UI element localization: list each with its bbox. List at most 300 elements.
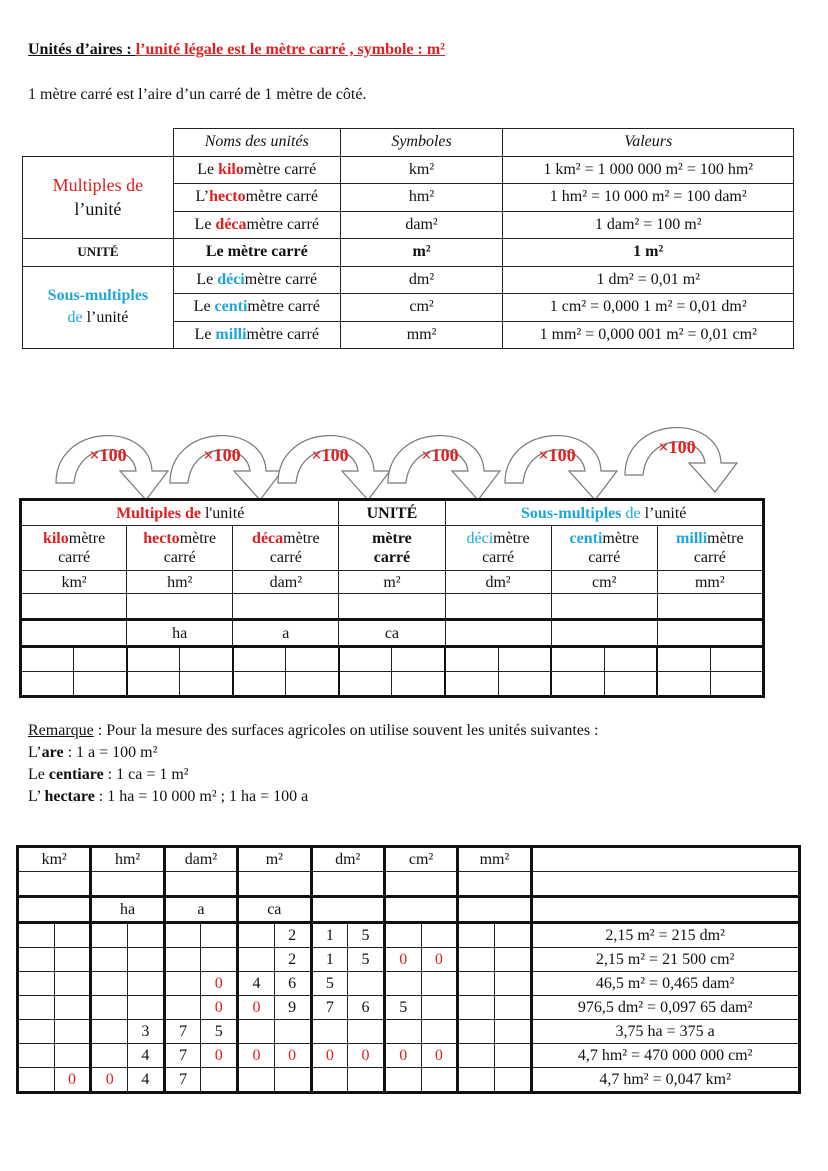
digit-cell — [384, 923, 421, 948]
digit-cell — [445, 647, 498, 672]
digit-cell — [604, 647, 657, 672]
empty-cell — [127, 594, 233, 620]
unit-symbol: hm² — [340, 184, 503, 212]
digit-cell: 5 — [348, 948, 385, 972]
unit-prefix: déca — [252, 530, 284, 547]
empty-cell — [551, 594, 657, 620]
agri-cell — [18, 897, 91, 923]
head-sub-black: l’unité — [640, 504, 687, 522]
agri-cell: ha — [127, 620, 233, 647]
digit-cell — [21, 672, 74, 697]
digit-cell — [18, 1044, 55, 1068]
unit-name — [173, 294, 340, 322]
digit-cell: 9 — [274, 996, 311, 1020]
unit-symbol: cm² — [340, 294, 503, 322]
digit-cell: 0 — [238, 996, 275, 1020]
head-multiples — [21, 500, 339, 526]
digit-cell — [180, 647, 233, 672]
agri-cell — [21, 620, 127, 647]
digit-cell: 0 — [274, 1044, 311, 1068]
digit-cell — [498, 672, 551, 697]
units-table — [22, 128, 794, 349]
remark-text: : Pour la mesure des surfaces agricoles on utilise souvent les unités suivantes : — [93, 722, 599, 739]
digit-cell — [238, 948, 275, 972]
digit-cell — [18, 972, 55, 996]
digit-cell — [551, 647, 604, 672]
unit-header-cell: mm² — [458, 847, 531, 872]
unit-symbol-cell: cm² — [551, 571, 657, 594]
digit-cell — [710, 672, 763, 697]
units-row — [23, 266, 794, 294]
unit-name-cell — [657, 526, 763, 571]
unit-header-cell: m² — [238, 847, 311, 872]
digit-cell: 4 — [128, 1068, 165, 1093]
unit-name-pre: Le — [197, 160, 219, 178]
unit-prefix: milli — [676, 530, 708, 547]
blank-cell — [311, 872, 384, 897]
digit-cell — [494, 1044, 531, 1068]
blank-cell — [18, 872, 91, 897]
digit-cell: 5 — [311, 972, 348, 996]
ca-pre: Le — [28, 766, 49, 783]
agri-cell — [311, 897, 384, 923]
agri-row — [18, 897, 800, 923]
digit-cell — [392, 672, 445, 697]
unit-prefix: hecto — [143, 530, 180, 547]
digit-cell — [201, 1068, 238, 1093]
agri-cell — [657, 620, 763, 647]
agri-cell — [384, 897, 457, 923]
digit-cell — [494, 1068, 531, 1093]
unit-prefix: déca — [215, 215, 247, 233]
digit-cell — [657, 672, 710, 697]
digit-cell — [384, 1020, 421, 1044]
digit-cell — [494, 923, 531, 948]
digit-cell — [339, 647, 392, 672]
unit-name-pre: Le — [194, 325, 216, 343]
result-blank — [531, 872, 799, 897]
x100-label: ×100 — [203, 445, 241, 465]
unit-name-cell — [127, 526, 233, 571]
x100-arrow — [56, 436, 168, 500]
digit-cell — [458, 923, 495, 948]
result-header — [531, 847, 799, 872]
digit-cell — [233, 647, 286, 672]
ha-pre: L’ — [28, 788, 45, 805]
agri-cell — [445, 620, 551, 647]
unit-value: 1 mm² = 0,000 001 m² = 0,01 cm² — [503, 321, 794, 349]
agri-cell — [458, 897, 531, 923]
result-cell: 2,15 m² = 215 dm² — [531, 923, 799, 948]
digit-cell — [445, 672, 498, 697]
digit-cell — [348, 1068, 385, 1093]
exercise-row — [18, 1044, 800, 1068]
exercise-row — [18, 1020, 800, 1044]
unit-symbol-cell: mm² — [657, 571, 763, 594]
x100-label: ×100 — [538, 445, 576, 465]
digit-cell — [201, 923, 238, 948]
head-sub — [445, 500, 763, 526]
unit-name-cell — [551, 526, 657, 571]
result-cell: 2,15 m² = 21 500 cm² — [531, 948, 799, 972]
digit-cell — [494, 948, 531, 972]
unit-value: 1 dam² = 100 m² — [503, 211, 794, 239]
x100-arrow — [625, 428, 737, 492]
digit-cell: 3 — [128, 1020, 165, 1044]
unit-name-pre: L’ — [195, 188, 210, 206]
digit-cell — [18, 923, 55, 948]
remark-label: Remarque — [28, 722, 94, 739]
digit-cell: 4 — [238, 972, 275, 996]
digit-cell — [91, 1044, 128, 1068]
digit-cell: 0 — [54, 1068, 91, 1093]
digit-cell — [91, 996, 128, 1020]
digit-cell — [339, 672, 392, 697]
digit-cell: 0 — [421, 948, 458, 972]
x100-label: ×100 — [311, 445, 349, 465]
head-multiples-red: Multiples de — [116, 504, 201, 522]
are-text: : 1 a = 100 m² — [63, 744, 158, 761]
digit-cell: 7 — [164, 1044, 201, 1068]
group-sub-black: l’unité — [82, 309, 129, 327]
digit-cell — [54, 948, 91, 972]
unit-header-cell: km² — [18, 847, 91, 872]
unit-name — [173, 156, 340, 184]
digit-cell — [54, 972, 91, 996]
unit-symbol-cell: m² — [339, 571, 445, 594]
header-cell: Noms des unités — [173, 129, 340, 157]
digit-cell: 0 — [311, 1044, 348, 1068]
blank-cell — [458, 872, 531, 897]
x100-arrow — [278, 436, 390, 500]
digit-cell — [128, 948, 165, 972]
digit-cell — [384, 972, 421, 996]
unit-metre: mètre — [493, 530, 530, 547]
header-cell: Symboles — [340, 129, 503, 157]
digit-cell — [348, 972, 385, 996]
unit-prefix: milli — [215, 325, 247, 343]
head-sub-blue: Sous-multiples — [521, 504, 622, 522]
ha-text: : 1 ha = 10 000 m² ; 1 ha = 100 a — [94, 788, 309, 805]
agri-cell: a — [233, 620, 339, 647]
x100-arrows — [0, 405, 828, 500]
digit-cell — [201, 948, 238, 972]
digit-cell — [421, 972, 458, 996]
digit-cell — [18, 948, 55, 972]
digit-cell — [18, 1020, 55, 1044]
unit-names-row — [21, 526, 764, 571]
unit-symbol: dam² — [340, 211, 503, 239]
ha-label: hectare — [44, 788, 95, 805]
digit-cell — [18, 1068, 55, 1093]
units-row — [23, 239, 794, 267]
digit-cell — [54, 923, 91, 948]
digit-cell — [421, 996, 458, 1020]
unit-name-post: mètre carré — [246, 215, 319, 233]
unit-carre: carré — [269, 549, 302, 566]
digit-cell — [494, 996, 531, 1020]
exercise-row — [18, 948, 800, 972]
result-cell: 976,5 dm² = 0,097 65 dam² — [531, 996, 799, 1020]
digit-cell — [164, 923, 201, 948]
ca-label: centiare — [48, 766, 104, 783]
empty-cell — [445, 594, 551, 620]
digit-cell: 6 — [348, 996, 385, 1020]
empty-cell — [233, 594, 339, 620]
result-cell: 3,75 ha = 375 a — [531, 1020, 799, 1044]
digit-cell — [238, 1068, 275, 1093]
digit-cell — [657, 647, 710, 672]
blank-cell — [384, 872, 457, 897]
digit-cell: 0 — [384, 1044, 421, 1068]
agri-cell — [551, 620, 657, 647]
unit-symbols-row — [21, 571, 764, 594]
digit-cell — [238, 1020, 275, 1044]
digit-cell: 5 — [384, 996, 421, 1020]
unit-carre: carré — [373, 549, 411, 566]
unit-symbol: dm² — [340, 266, 503, 294]
conversion-table — [19, 498, 765, 698]
digit-cell — [421, 1068, 458, 1093]
digit-cell — [274, 1068, 311, 1093]
exercise-table — [16, 845, 801, 1094]
digit-cell: 7 — [164, 1068, 201, 1093]
digit-cell — [494, 1020, 531, 1044]
agri-cell: a — [164, 897, 237, 923]
unit-prefix: kilo — [218, 160, 244, 178]
group-sub — [23, 266, 174, 349]
unit-name-cell — [21, 526, 127, 571]
unit-prefix: centi — [214, 298, 248, 316]
blank-row — [18, 872, 800, 897]
digit-cell: 0 — [421, 1044, 458, 1068]
empty-cell — [21, 594, 127, 620]
digit-cell: 1 — [311, 923, 348, 948]
unit-symbol: km² — [340, 156, 503, 184]
unit-symbol-cell: dam² — [233, 571, 339, 594]
group-sub-de: de — [67, 309, 83, 327]
empty-cell — [339, 594, 445, 620]
unit-name-post: mètre carré — [243, 160, 317, 178]
header-cell: Valeurs — [503, 129, 794, 157]
units-row — [23, 156, 794, 184]
empty-row — [21, 594, 764, 620]
digit-cell — [286, 647, 339, 672]
unit-name — [173, 321, 340, 349]
unit-header-cell: hm² — [91, 847, 164, 872]
digit-cell: 0 — [201, 972, 238, 996]
x100-label: ×100 — [421, 445, 459, 465]
unit-carre: carré — [482, 549, 515, 566]
remark — [28, 720, 599, 808]
digit-cell: 0 — [201, 996, 238, 1020]
digit-cell — [54, 1044, 91, 1068]
title-main: l’unité légale est le mètre carré , symbole : m² — [135, 41, 445, 58]
unit-name-cell — [445, 526, 551, 571]
unit-name-cell — [233, 526, 339, 571]
unit-header-cell: dm² — [311, 847, 384, 872]
digit-cell — [164, 996, 201, 1020]
digit-cell — [127, 647, 180, 672]
unit-name-post: mètre carré — [247, 298, 320, 316]
unit-metre: mètre — [372, 530, 412, 547]
agri-row — [21, 620, 764, 647]
unit-header-cell: cm² — [384, 847, 457, 872]
exercise-row — [18, 923, 800, 948]
agri-cell: ha — [91, 897, 164, 923]
digit-cell — [286, 672, 339, 697]
unit-symbol-cell: km² — [21, 571, 127, 594]
group-sub-blue: Sous-multiples — [47, 287, 149, 305]
unit-metre: mètre — [179, 530, 217, 547]
digit-cell — [604, 672, 657, 697]
unit-carre: carré — [588, 549, 621, 566]
digit-cell — [311, 1068, 348, 1093]
digit-cell: 0 — [91, 1068, 128, 1093]
header-blank — [23, 129, 174, 157]
title-prefix: Unités d’aires : — [28, 41, 136, 58]
digit-cell — [164, 948, 201, 972]
digit-cell: 5 — [348, 923, 385, 948]
are-pre: L’ — [28, 744, 42, 761]
unit-name-post: mètre carré — [245, 188, 318, 206]
digit-cell: 7 — [164, 1020, 201, 1044]
unit-carre: carré — [58, 549, 91, 566]
unit-metre: mètre — [602, 530, 639, 547]
unit-symbol: mm² — [340, 321, 503, 349]
are-label: are — [41, 744, 64, 761]
digit-cell — [238, 923, 275, 948]
head-multiples-black: l'unité — [200, 504, 245, 522]
x100-arrow — [170, 436, 282, 500]
digit-cell: 0 — [201, 1044, 238, 1068]
digit-cell — [392, 647, 445, 672]
digit-cell — [128, 972, 165, 996]
digit-cell — [458, 996, 495, 1020]
digit-cell: 2 — [274, 923, 311, 948]
unit-carre: carré — [693, 549, 726, 566]
group-multiples-black: l’unité — [74, 199, 122, 220]
digit-cell — [348, 1020, 385, 1044]
digit-cell — [21, 647, 74, 672]
digit-cell — [551, 672, 604, 697]
digit-cell — [180, 672, 233, 697]
unit-header-cell: dam² — [164, 847, 237, 872]
digit-cell — [54, 1020, 91, 1044]
exercise-row — [18, 972, 800, 996]
digit-row — [21, 672, 764, 697]
digit-cell — [498, 647, 551, 672]
group-multiples — [23, 156, 174, 239]
digit-cell — [421, 923, 458, 948]
result-blank — [531, 897, 799, 923]
unit-value: 1 hm² = 10 000 m² = 100 dam² — [503, 184, 794, 212]
digit-cell: 0 — [348, 1044, 385, 1068]
blank-cell — [91, 872, 164, 897]
digit-cell: 7 — [311, 996, 348, 1020]
empty-cell — [657, 594, 763, 620]
blank-cell — [164, 872, 237, 897]
intro-text: 1 mètre carré est l’aire d’un carré de 1 mètre de côté. — [28, 86, 367, 103]
unit-name-post: mètre carré — [246, 325, 319, 343]
result-cell: 46,5 m² = 0,465 dam² — [531, 972, 799, 996]
unit-prefix: déci — [217, 270, 245, 288]
unit-symbol-cell: hm² — [127, 571, 233, 594]
unit-name-pre: Le — [193, 298, 215, 316]
digit-cell: 1 — [311, 948, 348, 972]
digit-cell — [91, 923, 128, 948]
unit-metre: mètre — [68, 530, 106, 547]
blank-cell — [238, 872, 311, 897]
digit-cell — [164, 972, 201, 996]
digit-cell — [54, 996, 91, 1020]
ca-text: : 1 ca = 1 m² — [103, 766, 189, 783]
digit-cell — [710, 647, 763, 672]
units-header-row — [18, 847, 800, 872]
digit-cell: 6 — [274, 972, 311, 996]
unit-name: Le mètre carré — [173, 239, 340, 267]
exercise-row — [18, 996, 800, 1020]
unit-name-post: mètre carré — [244, 270, 318, 288]
digit-cell — [458, 1044, 495, 1068]
unit-prefix: déci — [466, 530, 494, 547]
unit-value: 1 cm² = 0,000 1 m² = 0,01 dm² — [503, 294, 794, 322]
digit-cell — [458, 1020, 495, 1044]
digit-cell: 0 — [238, 1044, 275, 1068]
unit-prefix: hecto — [209, 188, 246, 206]
unit-symbol-cell: dm² — [445, 571, 551, 594]
conversion-header — [21, 500, 764, 526]
head-unit: UNITÉ — [339, 500, 445, 526]
digit-cell — [128, 923, 165, 948]
unit-symbol: m² — [340, 239, 503, 267]
unit-metre: mètre — [283, 530, 320, 547]
unit-name-cell — [339, 526, 445, 571]
digit-cell: 2 — [274, 948, 311, 972]
digit-cell: 5 — [201, 1020, 238, 1044]
digit-cell — [91, 948, 128, 972]
x100-label: ×100 — [89, 445, 127, 465]
units-table-header — [23, 129, 794, 157]
digit-cell — [458, 972, 495, 996]
digit-cell — [128, 996, 165, 1020]
digit-cell — [74, 672, 127, 697]
digit-cell: 0 — [384, 948, 421, 972]
x100-label: ×100 — [658, 437, 696, 457]
unit-value: 1 km² = 1 000 000 m² = 100 hm² — [503, 156, 794, 184]
digit-cell — [127, 672, 180, 697]
digit-cell — [458, 948, 495, 972]
digit-row — [21, 647, 764, 672]
agri-cell: ca — [339, 620, 445, 647]
unit-prefix: kilo — [42, 530, 69, 547]
digit-cell — [311, 1020, 348, 1044]
unit-value: 1 m² — [503, 239, 794, 267]
result-cell: 4,7 hm² = 0,047 km² — [531, 1068, 799, 1093]
result-cell: 4,7 hm² = 470 000 000 cm² — [531, 1044, 799, 1068]
digit-cell — [458, 1068, 495, 1093]
unit-value: 1 dm² = 0,01 m² — [503, 266, 794, 294]
digit-cell — [421, 1020, 458, 1044]
digit-cell — [91, 1020, 128, 1044]
unit-name-pre: Le — [194, 215, 216, 233]
digit-cell: 4 — [128, 1044, 165, 1068]
unit-prefix: centi — [569, 530, 603, 547]
x100-arrow — [388, 436, 500, 500]
unit-name — [173, 184, 340, 212]
unit-metre: mètre — [707, 530, 744, 547]
page-title — [28, 41, 445, 59]
